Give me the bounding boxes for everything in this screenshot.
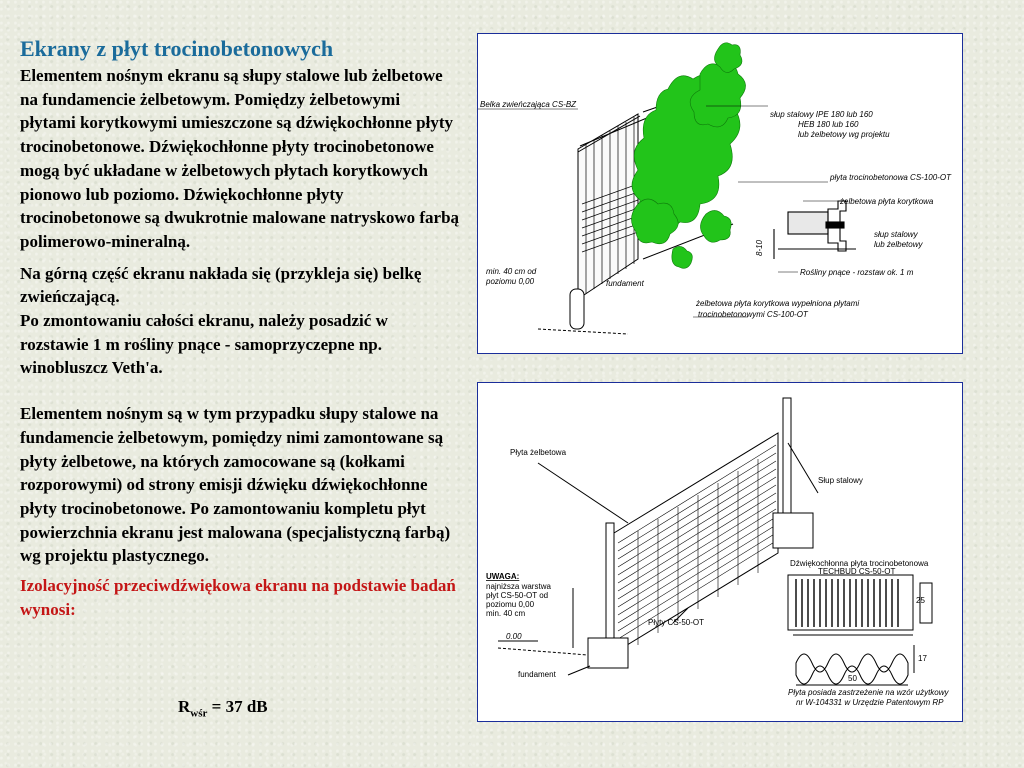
- fig1-label-slup-stalowy: słup stalowy: [874, 230, 918, 239]
- fig1-label-bottom-1: żelbetowa płyta korytkowa wypełniona płytami: [696, 299, 860, 308]
- fig2-label-slup-stalowy: Słup stalowy: [818, 476, 863, 485]
- figure-plant-screen: [477, 33, 963, 354]
- fig1-label-slup-2: HEB 180 lub 160: [798, 120, 859, 129]
- figure-2-drawing: [478, 383, 962, 721]
- fig1-label-min-1: min. 40 cm od: [486, 267, 537, 276]
- figure-1-drawing: [478, 34, 962, 353]
- fig2-label-fundament: fundament: [518, 670, 556, 679]
- fig2-label-note-2: nr W-104331 w Urzędzie Patentowym RP: [796, 698, 944, 707]
- paragraph-2-line-2: Po zmontowaniu całości ekranu, należy posadzić w rozstawie 1 m rośliny pnące - samoprzyczepne np. winobluszcz Veth'a.: [20, 311, 388, 378]
- fig1-label-min-2: poziomu 0,00: [486, 277, 535, 286]
- rw-symbol: R: [178, 697, 191, 716]
- paragraph-2: [20, 262, 460, 381]
- fig1-label-rosliny: Rośliny pnące - rozstaw ok. 1 m: [800, 268, 914, 277]
- fig2-label-plyty: Płyty CS-50-OT: [648, 618, 705, 627]
- fig2-label-detail-1: Dźwiękochłonna płyta trocinobetonowa: [790, 559, 929, 568]
- insulation-note: Izolacyjność przeciwdźwiękowa ekranu na podstawie badań wynosi:: [20, 576, 456, 619]
- fig2-label-uwaga-2: płyt CS-50-OT od: [486, 591, 549, 600]
- fig2-label-uwaga-3: poziomu 0,00: [486, 600, 535, 609]
- fig2-label-d25: 25: [916, 596, 925, 605]
- fig2-label-d50: 50: [848, 674, 857, 683]
- rw-number: = 37 dB: [207, 697, 268, 716]
- fig1-label-belka: Belka zwieńczająca CS-BZ: [480, 100, 577, 109]
- climbing-plant-icon: [631, 43, 745, 269]
- fig2-label-uwaga-4: min. 40 cm: [486, 609, 526, 618]
- fig2-label-uwaga-1: najniższa warstwa: [486, 582, 551, 591]
- fig1-label-dim: 8-10: [755, 239, 764, 256]
- fig2-label-d17: 17: [918, 654, 927, 663]
- paragraph-1: Elementem nośnym ekranu są słupy stalowe lub żelbetowe na fundamencie żelbetowym. Pomiędzy żelbetowymi płytami korytkowymi umieszczone są dźwiękochłonne płyty trocinobetonowe. Dźwiękochłonne płyty trocinobetonowe mogą być układane w żelbetowych płytach korytkowych pionowo lub poziomo. Dźwiękochłonne płyty trocinobetonowe są dwukrotnie malowane natryskowo farbą polimerowo-mineralną.: [20, 66, 460, 251]
- fig2-label-plyta-zelbetowa: Płyta żelbetowa: [510, 448, 567, 457]
- fig2-label-note-1: Płyta posiada zastrzeżenie na wzór użytkowy: [788, 688, 949, 697]
- page-title: Ekrany z płyt trocinobetonowych: [20, 36, 334, 61]
- fig1-label-slup-1: słup stalowy IPE 180 lub 160: [770, 110, 873, 119]
- fig1-label-bottom-2: trocinobetonowymi CS-100-OT: [698, 310, 808, 319]
- fig1-label-slup-3: lub żelbetowy wg projektu: [798, 130, 890, 139]
- fig2-label-uwaga: UWAGA:: [486, 572, 520, 581]
- paragraph-3: Elementem nośnym są w tym przypadku słupy stalowe na fundamencie żelbetowym, pomiędzy nimi zamontowane są płyty żelbetowe, na których zamocowane są (kołkami rozporowymi) od strony emisji dźwięku dźwiękochłonne płyty trocinobetonowe. Po zamontowaniu kompletu płyt powierzchnia ekranu jest malowana (specjalistyczną farbą) wg projektu plastycznego.: [20, 404, 451, 566]
- text-column: [20, 36, 460, 621]
- fig1-label-fundament: fundament: [606, 279, 644, 288]
- fig1-label-lub-zelbetowy: lub żelbetowy: [874, 240, 923, 249]
- paragraph-2-line-1: Na górną część ekranu nakłada się (przykleja się) belkę zwieńczającą.: [20, 263, 422, 307]
- figure-panel-screen: [477, 382, 963, 722]
- rw-value: [178, 697, 268, 719]
- fig1-label-plyta: płyta trocinobetonowa CS-100-OT: [830, 173, 951, 182]
- panel-detail: [788, 575, 932, 685]
- fig2-label-detail-2: TECHBUD CS-50-OT: [818, 567, 896, 576]
- fig1-label-zelbetowa: żelbetowa płyta korytkowa: [840, 197, 934, 206]
- fig2-label-level: 0.00: [506, 632, 522, 641]
- rw-subscript: wśr: [190, 707, 208, 720]
